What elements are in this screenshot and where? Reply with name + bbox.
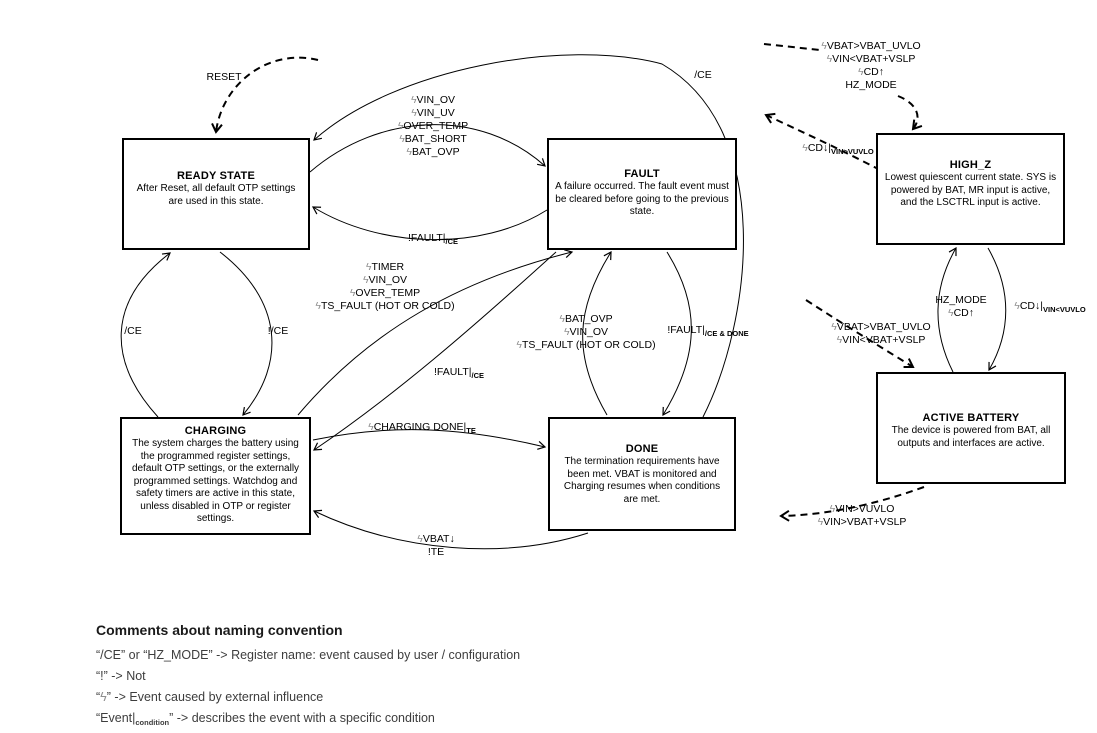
- label-line: ϟVIN_UV: [411, 107, 455, 119]
- state-done-title: DONE: [625, 443, 659, 455]
- edge-ready-to-charging: [220, 252, 272, 415]
- comment-line: “/CE” or “HZ_MODE” -> Register name: event caused by user / configuration: [96, 648, 521, 662]
- state-fault-body: A failure occurred. The fault event must be cleared before going to the previous state.: [555, 181, 729, 217]
- lightning-bolt-icon: ϟ: [516, 339, 522, 351]
- lightning-bolt-icon: ϟ: [559, 313, 565, 325]
- label-nce-right: !/CE: [267, 325, 289, 337]
- label-line: ϟTIMER: [365, 261, 405, 273]
- label-subscript: VIN<VUVLO: [1043, 305, 1086, 314]
- label-line: ϟVIN>VUVLO: [829, 503, 895, 515]
- lightning-bolt-icon: ϟ: [821, 40, 827, 52]
- label-nfault-ce-lower: $!FAULT|_{/CE}$: [433, 366, 485, 380]
- lightning-bolt-icon: ϟ: [1014, 300, 1020, 312]
- lightning-bolt-icon: ϟ: [826, 53, 833, 65]
- label-recharge-events: [417, 533, 454, 559]
- state-charging-body: The system charges the battery using the programmed register settings, default OTP settings, or the externally programmed settings. Watchdog and safety timers are active in this state, unless disabled in OTP or register settings.: [131, 438, 300, 524]
- label-subscript: /CE: [471, 371, 485, 380]
- label-line: ϟBAT_SHORT: [399, 133, 467, 145]
- lightning-bolt-icon: ϟ: [315, 300, 321, 312]
- state-fault: [547, 138, 737, 250]
- lightning-bolt-icon: ϟ: [362, 274, 369, 286]
- lightning-bolt-icon: ϟ: [349, 287, 356, 299]
- lightning-bolt-icon: ϟ: [858, 66, 864, 78]
- label-nfault-ce-top: $!FAULT|_{/CE}$: [407, 232, 459, 246]
- label-hz-mode-cd-up: [935, 294, 986, 320]
- state-ready: [122, 138, 310, 250]
- label-line: ϟBAT_OVP: [559, 313, 613, 325]
- label-line: !TE: [427, 546, 445, 558]
- lightning-bolt-icon: ϟ: [100, 690, 107, 704]
- label-line: ϟCD↑: [858, 66, 884, 78]
- label-subscript: VIN>VUVLO: [831, 147, 874, 156]
- lightning-bolt-icon: ϟ: [365, 261, 372, 273]
- lightning-bolt-icon: ϟ: [836, 334, 843, 346]
- label-line: ϟVIN_OV: [563, 326, 609, 338]
- lightning-bolt-icon: ϟ: [399, 133, 405, 145]
- comment-line: “$Event|_{condition}$” -> describes the event with a specific condition: [96, 711, 435, 727]
- state-ready-body: After Reset, all default OTP settings are used in this state.: [136, 183, 296, 207]
- label-subscript: /CE & DONE: [704, 329, 749, 338]
- lightning-bolt-icon: ϟ: [406, 146, 412, 158]
- label-ce-left: /CE: [124, 325, 142, 337]
- label-line: ϟVIN>VBAT+VSLP: [817, 516, 907, 528]
- label-line: ϟBAT_OVP: [406, 146, 460, 158]
- label-charging-done: ϟCHARGING $DONE|_{TE}$: [368, 421, 476, 435]
- state-ready-title: READY STATE: [177, 170, 255, 182]
- label-nfault-ce-done: $!FAULT|_{/CE \& DONE}$: [667, 324, 749, 338]
- label-cd-down-vin-gt: $ϟCD↓|_{VIN>VUVLO}$: [802, 142, 874, 156]
- lightning-bolt-icon: ϟ: [417, 533, 423, 545]
- label-line: ϟTS_FAULT (HOT OR COLD): [315, 300, 455, 312]
- lightning-bolt-icon: ϟ: [817, 516, 824, 528]
- label-ready-fault-events: [398, 94, 468, 159]
- label-line: ϟCD↑: [948, 307, 974, 319]
- label-highz-entry-events: [821, 40, 920, 92]
- edge-hz-entry-dashed-out: [898, 96, 918, 129]
- label-cd-down-vin-lt: $ϟCD↓|_{VIN<VUVLO}$: [1014, 300, 1086, 314]
- label-reset: RESET: [206, 71, 242, 83]
- state-highz-title: HIGH_Z: [949, 159, 992, 171]
- label-active-entry-events: [831, 321, 930, 347]
- label-subscript: TE: [466, 426, 476, 435]
- edge-hz-entry-dashed-in: [764, 44, 820, 50]
- label-active-exit-events: [818, 503, 907, 529]
- comment-line: “ϟ” -> Event caused by external influence: [96, 690, 324, 704]
- label-line: ϟOVER_TEMP: [349, 287, 421, 299]
- label-line: ϟOVER_TEMP: [397, 120, 469, 132]
- lightning-bolt-icon: ϟ: [563, 326, 570, 338]
- comments-heading: Comments about naming convention: [96, 622, 343, 638]
- state-active-battery: [876, 372, 1066, 484]
- lightning-bolt-icon: ϟ: [829, 503, 836, 515]
- lightning-bolt-icon: ϟ: [948, 307, 954, 319]
- state-active-battery-body: The device is powered from BAT, all outputs and interfaces are active.: [891, 425, 1051, 449]
- label-line: ϟVBAT>VBAT_UVLO: [821, 40, 921, 52]
- label-line: HZ_MODE: [935, 294, 987, 306]
- lightning-bolt-icon: ϟ: [397, 120, 404, 132]
- lightning-bolt-icon: ϟ: [802, 142, 808, 154]
- label-done-fault-events: [516, 313, 655, 352]
- naming-convention-comments: [96, 622, 520, 733]
- label-line: ϟVIN<VBAT+VSLP: [826, 53, 916, 65]
- label-line: ϟVBAT↓: [417, 533, 455, 545]
- state-active-battery-title: ACTIVE BATTERY: [922, 412, 1020, 424]
- label-line: ϟVIN_OV: [362, 274, 408, 286]
- state-highz-body: Lowest quiescent current state. SYS is powered by BAT, MR input is active, and the LSCTRL input is active.: [884, 172, 1057, 208]
- lightning-bolt-icon: ϟ: [368, 421, 374, 433]
- state-done: [548, 417, 736, 531]
- state-done-body: The termination requirements have been met. VBAT is monitored and Charging resumes when conditions are met.: [563, 456, 721, 505]
- comment-line: “!” -> Not: [96, 669, 146, 683]
- state-charging: [120, 417, 311, 535]
- edge-highz-to-active: [988, 248, 1006, 370]
- state-highz: [876, 133, 1065, 245]
- label-line: ϟTS_FAULT (HOT OR COLD): [516, 339, 656, 351]
- lightning-bolt-icon: ϟ: [411, 107, 417, 119]
- label-line: ϟVBAT>VBAT_UVLO: [831, 321, 931, 333]
- label-line: HZ_MODE: [845, 79, 897, 91]
- state-fault-title: FAULT: [624, 168, 660, 180]
- label-ce-long: /CE: [694, 69, 712, 81]
- label-line: ϟVIN<VBAT+VSLP: [836, 334, 926, 346]
- comment-subscript: condition: [135, 718, 170, 727]
- lightning-bolt-icon: ϟ: [831, 321, 837, 333]
- lightning-bolt-icon: ϟ: [410, 94, 417, 106]
- label-subscript: /CE: [445, 237, 459, 246]
- label-line: ϟVIN_OV: [410, 94, 456, 106]
- edge-reset-dashed: [216, 58, 318, 132]
- label-charging-fault-events: [315, 261, 454, 313]
- state-charging-title: CHARGING: [184, 425, 247, 437]
